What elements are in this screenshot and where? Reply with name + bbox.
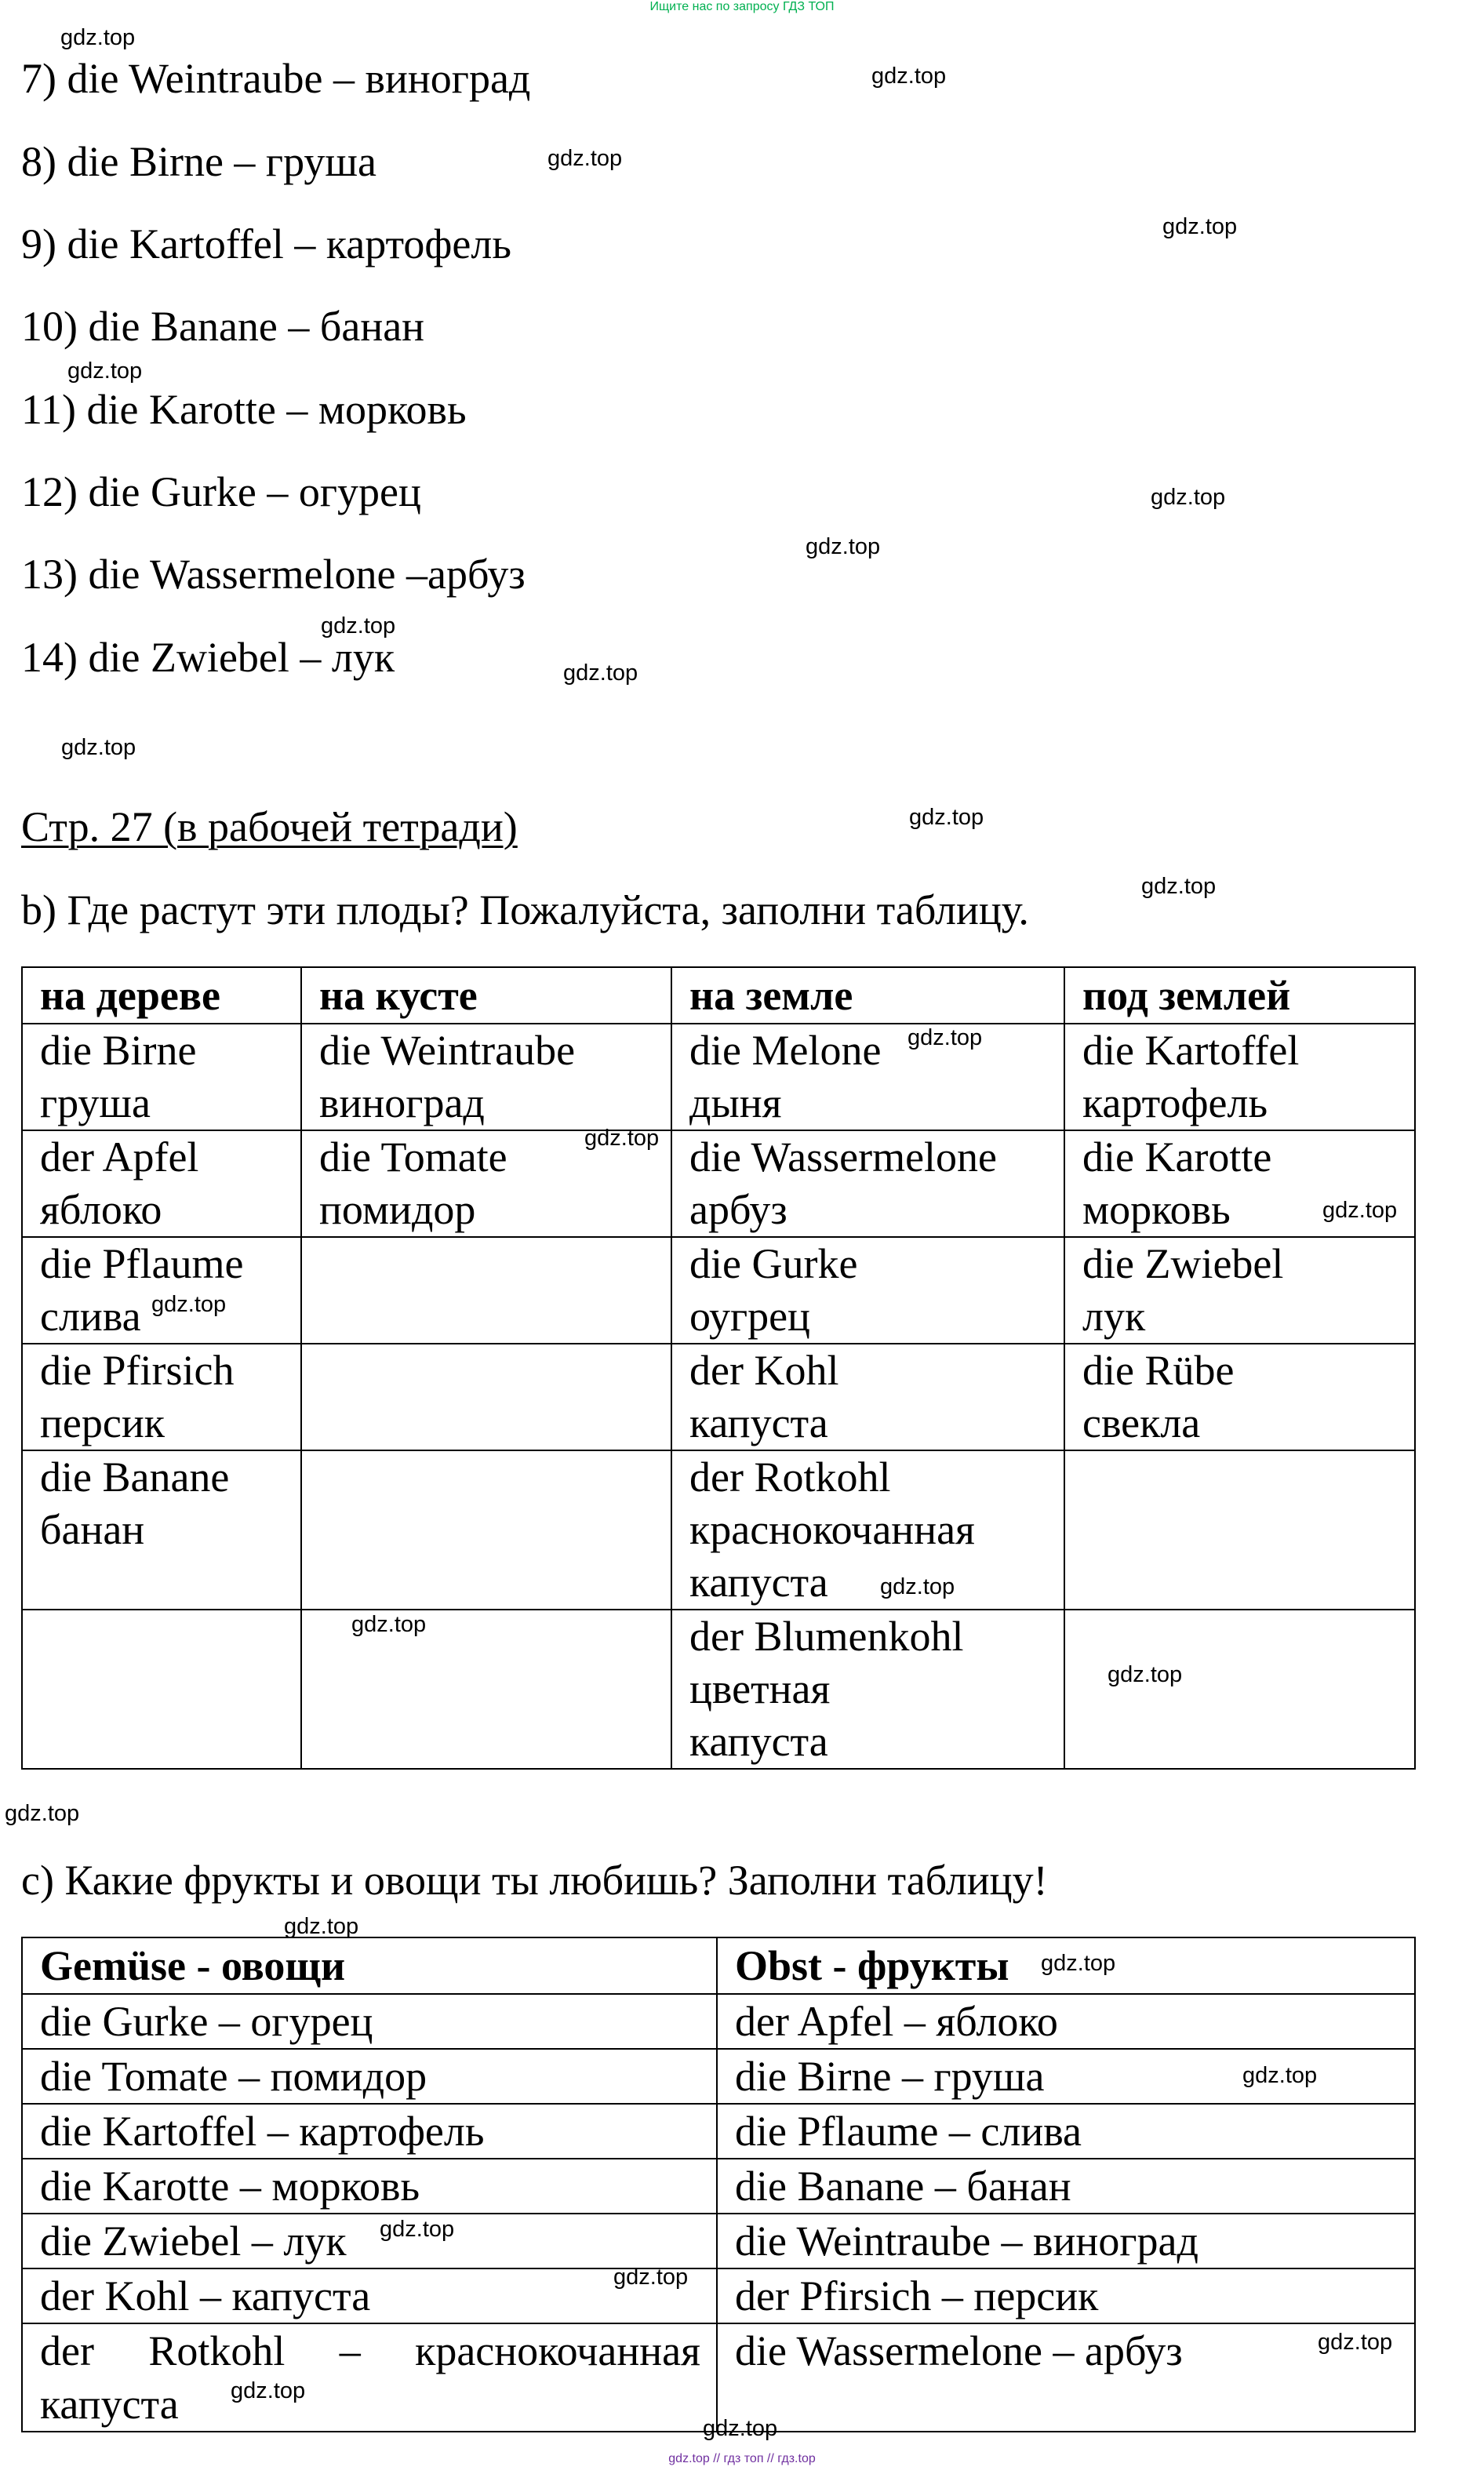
cell-de: die Rübe <box>1082 1347 1235 1394</box>
table-row <box>22 1610 1415 1769</box>
vocab-item: 13) die Wassermelone –арбуз <box>21 551 526 598</box>
table-cell <box>22 1450 301 1610</box>
table-cell: die Karotte – морковь <box>22 2159 717 2214</box>
column-header: на дереве <box>22 967 301 1024</box>
cell-ru: цветная <box>689 1665 831 1712</box>
watermark: gdz.top <box>380 2217 455 2242</box>
cell-de: der Blumenkohl <box>689 1613 964 1660</box>
table-header-row <box>22 967 1415 1024</box>
table-cell <box>671 1450 1064 1610</box>
table-cell: die Banane – банан <box>717 2159 1415 2214</box>
table-cell <box>22 1344 301 1450</box>
watermark: gdz.top <box>1151 485 1226 510</box>
table-cell-empty <box>301 1344 671 1450</box>
watermark: gdz.top <box>60 25 136 50</box>
watermark: gdz.top <box>584 1126 660 1151</box>
table-header-row <box>22 1937 1415 1994</box>
table-cell <box>22 1237 301 1344</box>
cell-de: der Apfel <box>40 1133 199 1181</box>
table-cell: die Weintraube – виноград <box>717 2214 1415 2268</box>
watermark: gdz.top <box>880 1574 955 1599</box>
table-cell-empty <box>22 1610 301 1769</box>
table-cell: die Wassermelone – арбуз <box>717 2323 1415 2432</box>
table-cell-empty <box>1064 1450 1415 1610</box>
watermark: gdz.top <box>547 146 623 171</box>
vocab-item: 10) die Banane – банан <box>21 303 425 350</box>
watermark: gdz.top <box>67 358 143 384</box>
task-c-instruction: c) Какие фрукты и овощи ты любишь? Заполни таблицу! <box>21 1857 1048 1904</box>
table-row <box>22 2214 1415 2268</box>
cell-de: der Kohl <box>689 1347 839 1394</box>
table-cell <box>1064 1024 1415 1130</box>
vocab-item: 14) die Zwiebel – лук <box>21 634 395 681</box>
cell-ru: капуста <box>689 1718 828 1765</box>
table-cell: die Kartoffel – картофель <box>22 2104 717 2159</box>
watermark: gdz.top <box>1041 1951 1116 1976</box>
watermark: gdz.top <box>1162 214 1238 239</box>
table-cell: die Birne – груша <box>717 2049 1415 2104</box>
cell-ru: капуста <box>689 1559 828 1606</box>
watermark: gdz.top <box>563 660 638 686</box>
watermark: gdz.top <box>151 1292 227 1317</box>
table-cell: der Rotkohl – краснокочанная капуста <box>22 2323 717 2432</box>
watermark: gdz.top <box>231 2378 306 2403</box>
column-header: под землей <box>1064 967 1415 1024</box>
cell-de: die Melone <box>689 1027 882 1074</box>
table-row <box>22 1237 1415 1344</box>
cell-ru: груша <box>40 1079 151 1126</box>
table-cell <box>22 1024 301 1130</box>
table-row <box>22 2268 1415 2323</box>
watermark: gdz.top <box>909 805 984 830</box>
cell-de: der Rotkohl <box>689 1453 891 1501</box>
watermark: gdz.top <box>321 613 396 639</box>
table-cell-empty <box>301 1237 671 1344</box>
cell-de: die Pflaume <box>40 1240 244 1287</box>
watermark: gdz.top <box>61 735 136 760</box>
table-cell <box>671 1344 1064 1450</box>
cell-ru: краснокочанная <box>689 1506 975 1553</box>
table-cell: die Tomate – помидор <box>22 2049 717 2104</box>
watermark: gdz.top <box>1242 2063 1318 2088</box>
cell-ru: морковь <box>1082 1186 1231 1233</box>
table-cell <box>1064 1237 1415 1344</box>
cell-de: die Birne <box>40 1027 197 1074</box>
vocab-item: 11) die Karotte – морковь <box>21 386 467 433</box>
bottom-banner: gdz.top // гдз топ // гдз.top <box>668 2452 816 2465</box>
table-cell <box>301 1024 671 1130</box>
table-cell <box>671 1610 1064 1769</box>
table-growth-location <box>21 966 1416 1770</box>
column-header: Gemüse - овощи <box>22 1937 717 1994</box>
table-favorite-produce <box>21 1937 1416 2432</box>
table-cell <box>671 1237 1064 1344</box>
table-cell: die Pflaume – слива <box>717 2104 1415 2159</box>
cell-ru: банан <box>40 1506 145 1553</box>
table-row <box>22 1450 1415 1610</box>
table-cell <box>1064 1344 1415 1450</box>
table-cell <box>671 1024 1064 1130</box>
cell-ru: картофель <box>1082 1079 1268 1126</box>
section-heading: Стр. 27 (в рабочей тетради) <box>21 803 518 850</box>
cell-ru: арбуз <box>689 1186 787 1233</box>
column-header: Obst - фрукты <box>717 1937 1415 1994</box>
column-header: на земле <box>671 967 1064 1024</box>
table-cell-empty <box>1064 1610 1415 1769</box>
vocab-item: 7) die Weintraube – виноград <box>21 55 531 102</box>
vocab-item: 8) die Birne – груша <box>21 138 376 185</box>
table-row <box>22 2049 1415 2104</box>
watermark: gdz.top <box>871 64 947 89</box>
cell-ru: слива <box>40 1293 141 1340</box>
top-banner: Ищите нас по запросу ГДЗ ТОП <box>649 0 835 13</box>
watermark: gdz.top <box>5 1801 80 1826</box>
cell-ru: дыня <box>689 1079 782 1126</box>
table-cell: der Apfel – яблоко <box>717 1994 1415 2049</box>
watermark: gdz.top <box>907 1025 983 1050</box>
cell-ru: свекла <box>1082 1399 1201 1446</box>
cell-de: die Gurke <box>689 1240 858 1287</box>
cell-de: die Pfirsich <box>40 1347 235 1394</box>
cell-ru: оугрец <box>689 1293 810 1340</box>
table-row <box>22 2104 1415 2159</box>
cell-de: die Weintraube <box>319 1027 576 1074</box>
table-cell: der Kohl – капуста <box>22 2268 717 2323</box>
watermark: gdz.top <box>1108 1662 1183 1687</box>
table-cell <box>671 1130 1064 1237</box>
table-row <box>22 1024 1415 1130</box>
cell-de: die Tomate <box>319 1133 507 1181</box>
watermark: gdz.top <box>703 2416 778 2441</box>
watermark: gdz.top <box>806 534 881 559</box>
table-cell: die Gurke – огурец <box>22 1994 717 2049</box>
cell-ru: персик <box>40 1399 165 1446</box>
table-cell: der Pfirsich – персик <box>717 2268 1415 2323</box>
cell-ru: капуста <box>689 1399 828 1446</box>
column-header: на кусте <box>301 967 671 1024</box>
cell-de: die Karotte <box>1082 1133 1272 1181</box>
watermark: gdz.top <box>351 1612 427 1637</box>
table-row <box>22 1344 1415 1450</box>
watermark: gdz.top <box>284 1914 359 1939</box>
vocab-item: 9) die Kartoffel – картофель <box>21 220 511 267</box>
cell-de: die Kartoffel <box>1082 1027 1300 1074</box>
cell-de: die Banane <box>40 1453 230 1501</box>
vocab-item: 12) die Gurke – огурец <box>21 468 421 515</box>
task-b-instruction: b) Где растут эти плоды? Пожалуйста, заполни таблицу. <box>21 886 1029 933</box>
cell-de: die Wassermelone <box>689 1133 998 1181</box>
cell-ru: виноград <box>319 1079 485 1126</box>
table-row <box>22 2159 1415 2214</box>
cell-ru: яблоко <box>40 1186 162 1233</box>
watermark: gdz.top <box>1141 874 1217 899</box>
table-cell-empty <box>301 1450 671 1610</box>
watermark: gdz.top <box>1322 1198 1398 1223</box>
cell-de: die Zwiebel <box>1082 1240 1284 1287</box>
cell-ru: помидор <box>319 1186 476 1233</box>
table-row <box>22 1994 1415 2049</box>
table-row <box>22 1130 1415 1237</box>
cell-ru: лук <box>1082 1293 1146 1340</box>
table-cell: die Zwiebel – лук <box>22 2214 717 2268</box>
table-cell <box>22 1130 301 1237</box>
watermark: gdz.top <box>1318 2330 1393 2355</box>
watermark: gdz.top <box>613 2265 689 2290</box>
